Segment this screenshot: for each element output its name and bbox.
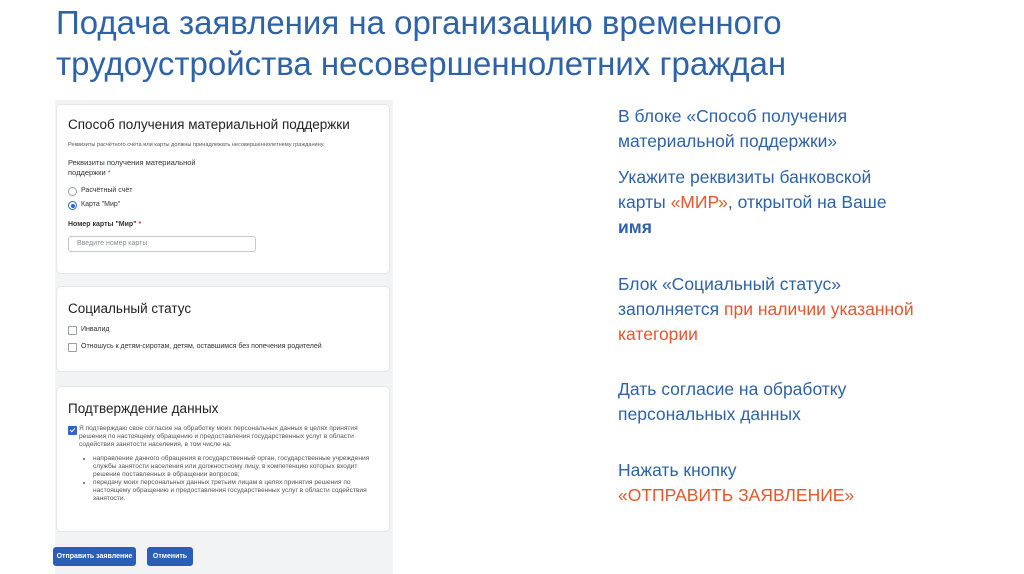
note-support-block [618, 104, 998, 154]
note-social-status [618, 272, 998, 347]
consent-bullet-2: • передачу моих персональных данных третьим лицам в целях принятия решения по настоящему обращению и предоставления государственных услуг в области содействия занятости. [93, 479, 383, 503]
note-3-line-3: категории [618, 324, 698, 344]
consent-line-3: содействия занятости населения, в том числе на: [79, 441, 232, 448]
card-number-input[interactable] [68, 236, 256, 252]
required-mark: * [107, 168, 111, 177]
note-submit [618, 458, 998, 508]
checkbox-orphan-label: Отношусь к детям-сиротам, детям, оставшимся без попечения родителей [81, 343, 322, 350]
social-status-title: Социальный статус [68, 301, 192, 316]
submit-application-button[interactable]: Отправить заявление [53, 547, 136, 566]
checkbox-consent[interactable] [68, 426, 77, 435]
support-method-hint: Реквизиты расчётного счёта или карты должны принадлежать несовершеннолетнему гражданину. [68, 142, 325, 148]
note-3-line-1: Блок «Социальный статус» [618, 274, 841, 294]
radio-mir-card[interactable] [68, 201, 77, 210]
consent-line-2: решения по настоящему обращению и предоставления государственных услуг в области [79, 433, 354, 440]
consent-line-1: Я подтверждаю свое согласие на обработку моих персональных данных в целях принятия [79, 425, 358, 432]
card-number-placeholder: Введите номер карты [77, 240, 148, 247]
slide-title [56, 2, 1016, 84]
note-2-line-2-a: карты [618, 192, 671, 212]
note-3-line-2-a: заполняется [618, 299, 724, 319]
data-confirmation-title: Подтверждение данных [68, 401, 219, 416]
note-2-line-3: имя [618, 217, 652, 237]
requisites-label-line-1: Реквизиты получения материальной [68, 158, 196, 167]
support-method-card [56, 104, 390, 274]
radio-mir-card-label: Карта "Мир" [81, 201, 121, 208]
support-method-title: Способ получения материальной поддержки [68, 117, 350, 132]
note-4-line-1: Дать согласие на обработку [618, 379, 847, 399]
requisites-label [68, 158, 196, 178]
note-5-line-2: «ОТПРАВИТЬ ЗАЯВЛЕНИЕ» [618, 485, 855, 505]
form-screenshot [55, 100, 393, 574]
checkbox-orphan[interactable] [68, 343, 77, 352]
radio-bank-account-label: Расчётный счёт [81, 187, 133, 194]
cancel-button[interactable]: Отменить [147, 547, 193, 566]
consent-text [79, 425, 379, 449]
note-1-line-2: материальной поддержки» [618, 131, 838, 151]
note-1-line-1: В блоке «Способ получения [618, 106, 848, 126]
data-confirmation-card [56, 386, 390, 532]
checkbox-disabled-person-label: Инвалид [81, 326, 110, 333]
consent-bullet-1: • направление данного обращения в государственный орган, государственные учреждения службы занятости населения или должностному лицу, в компетенцию которых входит решение поставленных в обращении вопросов; [93, 455, 383, 479]
note-consent [618, 377, 998, 427]
card-number-label [68, 220, 141, 230]
note-2-line-2-c: , открытой на Ваше [727, 192, 887, 212]
note-2-mir: «МИР» [670, 192, 728, 212]
checkbox-disabled-person[interactable] [68, 326, 77, 335]
note-4-line-2: персональных данных [618, 404, 801, 424]
radio-bank-account[interactable] [68, 187, 77, 196]
required-mark: * [138, 221, 142, 228]
requisites-label-line-2: поддержки [68, 168, 106, 177]
note-2-line-1: Укажите реквизиты банковской [618, 167, 872, 187]
note-3-highlight: при наличии указанной [724, 299, 914, 319]
social-status-card [56, 286, 390, 372]
slide-title-line-1: Подача заявления на организацию временного [56, 4, 782, 41]
note-5-line-1: Нажать кнопку [618, 460, 737, 480]
card-number-label-text: Номер карты "Мир" [68, 221, 137, 228]
consent-bullets [85, 455, 383, 503]
note-card-requisites [618, 165, 998, 240]
slide-title-line-2: трудоустройства несовершеннолетних граждан [56, 45, 787, 82]
